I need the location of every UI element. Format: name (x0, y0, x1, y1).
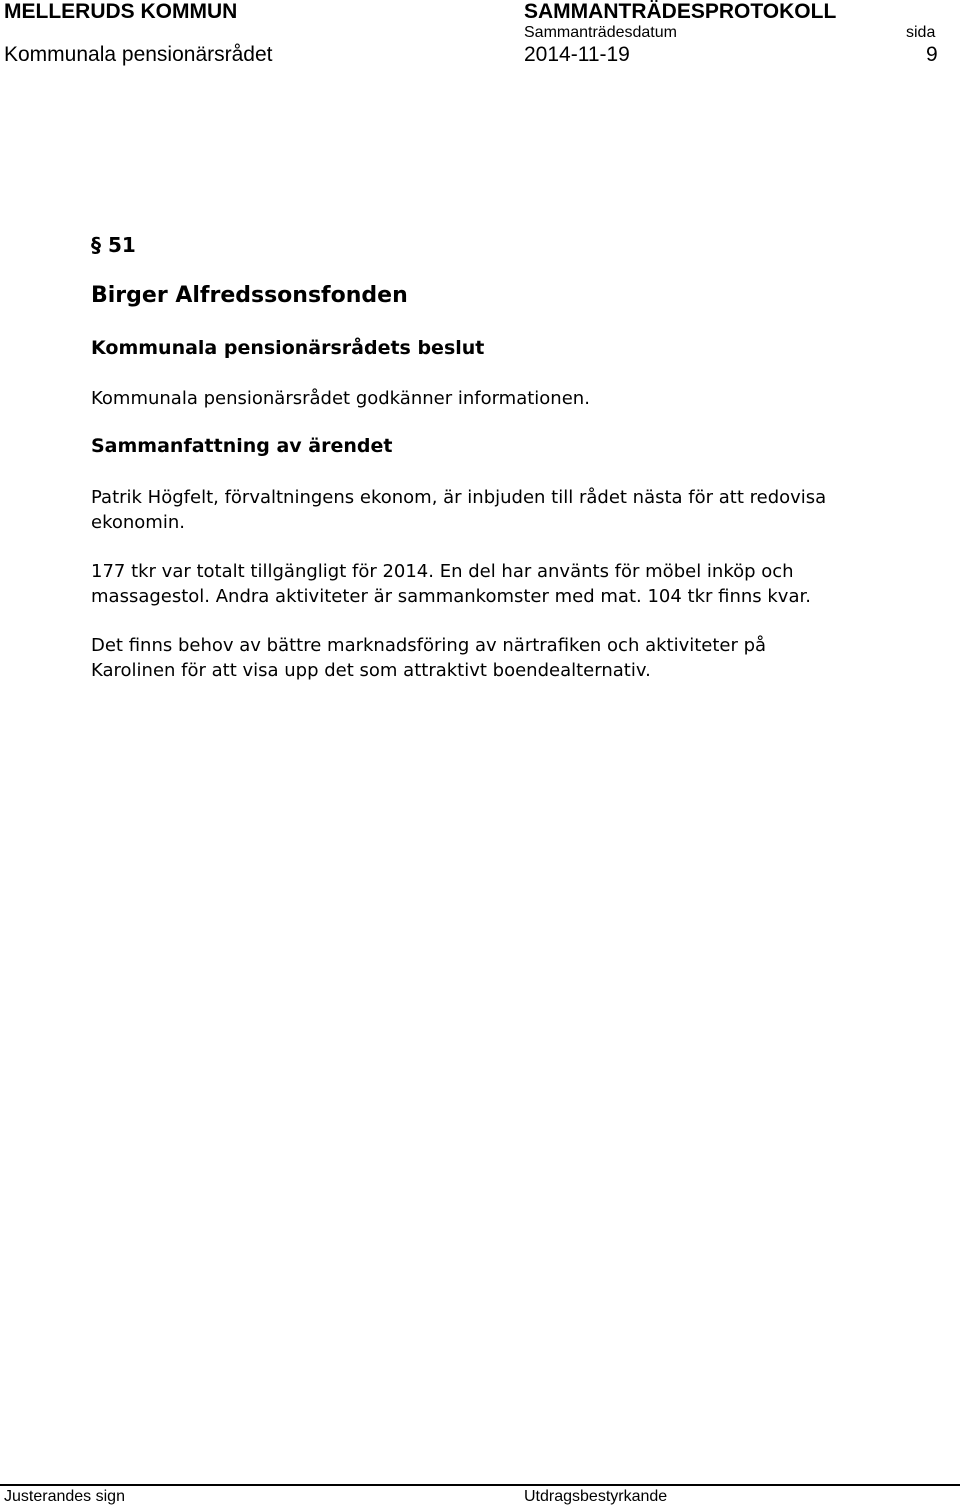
footer-divider (0, 1484, 960, 1486)
document-type: SAMMANTRÄDESPROTOKOLL (524, 0, 837, 23)
paragraph-invitation (91, 485, 826, 535)
section-number: § 51 (91, 233, 136, 257)
meeting-date: 2014-11-19 (524, 43, 630, 66)
summary-heading: Sammanfattning av ärendet (91, 435, 393, 457)
page-number: 9 (926, 43, 938, 66)
paragraph-line: 177 tkr var totalt tillgängligt för 2014. En del har använts för möbel inköp och (91, 561, 794, 582)
committee-name: Kommunala pensionärsrådet (4, 43, 273, 66)
organization-name: MELLERUDS KOMMUN (4, 0, 238, 23)
paragraph-line: Det finns behov av bättre marknadsföring av närtrafiken och aktiviteter på (91, 635, 767, 656)
decision-heading: Kommunala pensionärsrådets beslut (91, 337, 485, 359)
section-title: Birger Alfredssonsfonden (91, 283, 408, 308)
paragraph-marketing (91, 633, 766, 683)
paragraph-line: Karolinen för att visa upp det som attraktivt boendealternativ. (91, 660, 651, 681)
paragraph-line: Patrik Högfelt, förvaltningens ekonom, är inbjuden till rådet nästa för att redovisa (91, 487, 827, 508)
date-label: Sammanträdesdatum (524, 24, 677, 41)
signature-label: Justerandes sign (4, 1488, 125, 1505)
certification-label: Utdragsbestyrkande (524, 1488, 668, 1505)
paragraph-budget (91, 559, 811, 609)
paragraph-line: massagestol. Andra aktiviteter är sammankomster med mat. 104 tkr finns kvar. (91, 586, 811, 607)
paragraph-line: ekonomin. (91, 512, 185, 533)
decision-text: Kommunala pensionärsrådet godkänner informationen. (91, 388, 590, 409)
page-label: sida (906, 24, 936, 41)
